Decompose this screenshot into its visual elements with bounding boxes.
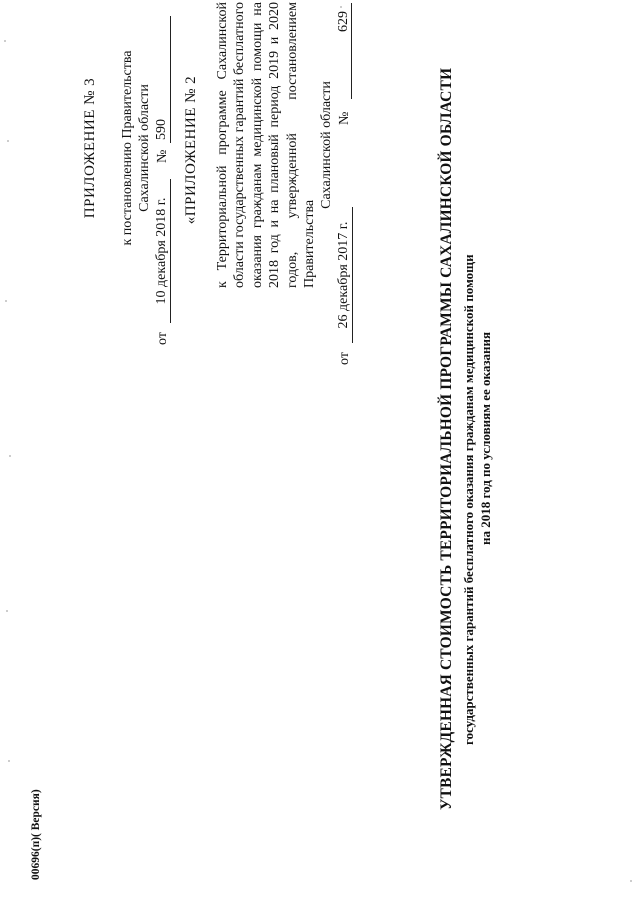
appendix-3-heading: ПРИЛОЖЕНИЕ № 3 <box>82 77 98 219</box>
scan-speck <box>340 6 342 8</box>
appendix-3-date: 10 декабря 2018 г. <box>153 179 171 323</box>
appendix-2-date: 26 декабря 2017 г. <box>335 207 353 343</box>
footer-code: 00696(п)( Версия) <box>30 789 42 880</box>
appendix-3-date-line <box>153 5 173 345</box>
scan-speck <box>5 300 7 302</box>
appendix-2-date-line <box>335 0 355 365</box>
scan-speck <box>8 760 10 762</box>
document-subtitle-1: государственных гарантий бесплатного оказания гражданам медицинской помощи <box>461 254 476 745</box>
scan-speck <box>7 140 9 142</box>
scan-speck <box>6 610 8 612</box>
appendix-2-block <box>183 0 355 365</box>
appendix-2-no-label: № <box>337 111 353 125</box>
appendix-3-line-1: к постановлению Правительства <box>120 50 135 246</box>
appendix-2-region: Сахалинской области <box>319 81 335 209</box>
document-subtitle-2: на 2018 год по условиям ее оказания <box>478 331 493 545</box>
scan-speck <box>4 40 6 42</box>
appendix-2-heading: «ПРИЛОЖЕНИЕ № 2 <box>183 75 199 225</box>
document-title: УТВЕРЖДЕННАЯ СТОИМОСТЬ ТЕРРИТОРИАЛЬНОЙ ПРОГРАММЫ САХАЛИНСКОЙ ОБЛАСТИ <box>438 67 455 810</box>
appendix-3-block <box>82 5 173 345</box>
appendix-2-number: 629 <box>335 3 352 99</box>
appendix-3-ot: от <box>155 332 170 345</box>
appendix-3-line-2: Сахалинской области <box>137 84 152 212</box>
appendix-2-body: к Территориальной программе Сахалинской области государственных гарантий бесплатного оказания гражданам медицинской помощи на 2018 год и на плановый период 2019 и 2020 годов, утвержденной постановлением Правительства <box>215 2 318 288</box>
scan-speck <box>9 455 11 457</box>
appendix-3-number: 590 <box>153 16 171 143</box>
appendix-3-no-label: № <box>155 149 170 163</box>
scan-speck <box>630 880 632 882</box>
appendix-2-ot: от <box>337 352 353 365</box>
